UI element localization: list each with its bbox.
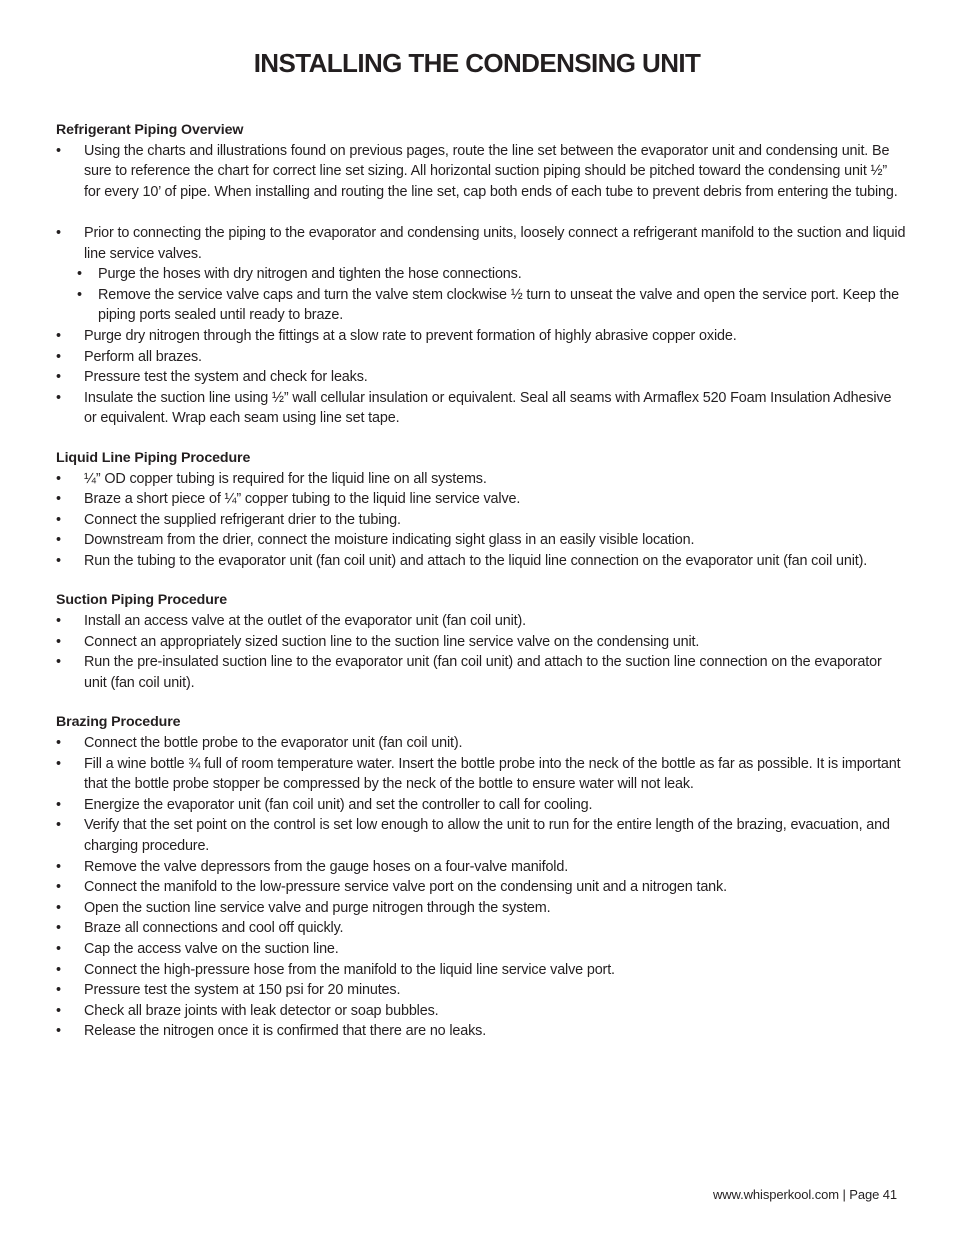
section-liquid-line-piping xyxy=(56,448,906,572)
list-item xyxy=(56,388,906,429)
bullet-icon: • xyxy=(56,224,61,241)
bullet-icon: • xyxy=(56,532,61,549)
list-item xyxy=(56,141,906,203)
bullet-icon: • xyxy=(56,858,61,875)
list-item-text: Pressure test the system and check for leaks. xyxy=(84,369,368,386)
bullet-icon: • xyxy=(56,920,61,937)
bullet-icon: • xyxy=(56,796,61,813)
list-item xyxy=(56,1001,906,1022)
bullet-icon: • xyxy=(56,654,61,671)
bullet-icon: • xyxy=(77,286,82,303)
section-suction-piping xyxy=(56,590,906,693)
list-item-text: Remove the service valve caps and turn the valve stem clockwise ½ turn to unseat the valve and open the service port. Keep the piping ports sealed until ready to braze. xyxy=(98,286,900,324)
list-item-text: Connect the high-pressure hose from the manifold to the liquid line service valve port. xyxy=(84,961,615,978)
bullet-icon: • xyxy=(56,470,61,487)
bullet-list xyxy=(56,733,906,1042)
bullet-icon: • xyxy=(56,613,61,630)
bullet-icon: • xyxy=(56,142,61,159)
section-heading: Refrigerant Piping Overview xyxy=(56,122,244,138)
list-item xyxy=(56,347,906,368)
list-item-text: Remove the valve depressors from the gauge hoses on a four-valve manifold. xyxy=(84,858,569,875)
bullet-icon: • xyxy=(56,755,61,772)
list-item-text: Fill a wine bottle ¾ full of room temperature water. Insert the bottle probe into the neck of the bottle as far as possible. It is important that the bottle probe stopper be compressed by the neck of the bottle to ensure water will not leak. xyxy=(84,755,901,793)
list-item-text: Run the tubing to the evaporator unit (fan coil unit) and attach to the liquid line connection on the evaporator unit (fan coil unit). xyxy=(84,552,868,569)
list-item xyxy=(56,510,906,531)
section-heading: Suction Piping Procedure xyxy=(56,592,228,609)
bullet-icon: • xyxy=(56,940,61,957)
list-item-text: Cap the access valve on the suction line. xyxy=(84,940,339,957)
list-item-text: Braze all connections and cool off quickly. xyxy=(84,920,344,937)
list-item xyxy=(56,632,906,653)
bullet-icon: • xyxy=(56,327,61,344)
page-footer: www.whisperkool.com | Page 41 xyxy=(712,1187,897,1202)
bullet-icon: • xyxy=(56,511,61,528)
bullet-icon: • xyxy=(56,879,61,896)
list-item xyxy=(56,877,906,898)
bullet-icon: • xyxy=(56,369,61,386)
bullet-list xyxy=(56,326,906,429)
bullet-list xyxy=(56,141,906,265)
list-item xyxy=(56,489,906,510)
section-heading: Liquid Line Piping Procedure xyxy=(56,449,251,466)
list-item xyxy=(56,815,906,856)
bullet-icon: • xyxy=(56,348,61,365)
bullet-icon: • xyxy=(56,817,61,834)
list-item xyxy=(56,733,906,754)
list-item-text: Install an access valve at the outlet of the evaporator unit (fan coil unit). xyxy=(84,613,527,630)
list-item xyxy=(56,326,906,347)
bullet-icon: • xyxy=(56,899,61,916)
list-item-text: Check all braze joints with leak detector or soap bubbles. xyxy=(84,1002,439,1019)
bullet-icon: • xyxy=(56,1002,61,1019)
list-item-text: Prior to connecting the piping to the evaporator and condensing units, loosely connect a refrigerant manifold to the suction and liquid line service valves. xyxy=(84,224,906,262)
list-item-text: Connect an appropriately sized suction line to the suction line service valve on the condensing unit. xyxy=(84,633,700,650)
list-item-text: Downstream from the drier, connect the moisture indicating sight glass in an easily visible location. xyxy=(84,532,695,549)
list-item xyxy=(56,960,906,981)
list-item-text: Energize the evaporator unit (fan coil unit) and set the controller to call for cooling. xyxy=(84,796,593,813)
document-body xyxy=(56,120,906,1061)
sub-list-item xyxy=(56,285,906,326)
bullet-icon: • xyxy=(56,552,61,569)
list-item xyxy=(56,551,906,572)
bullet-icon: • xyxy=(56,982,61,999)
bullet-icon: • xyxy=(56,735,61,752)
sub-bullet-list xyxy=(56,264,906,326)
bullet-icon: • xyxy=(56,961,61,978)
list-item xyxy=(56,530,906,551)
section-heading: Brazing Procedure xyxy=(56,714,181,731)
list-item xyxy=(56,898,906,919)
list-item-text: Purge the hoses with dry nitrogen and tighten the hose connections. xyxy=(98,266,522,283)
list-item-text: Insulate the suction line using ½” wall cellular insulation or equivalent. Seal all seams with Armaflex 520 Foam Insulation Adhesive or equivalent. Wrap each seam using line set tape. xyxy=(84,389,892,427)
list-item xyxy=(56,939,906,960)
list-item-text: Braze a short piece of ¼” copper tubing to the liquid line service valve. xyxy=(84,491,521,508)
list-item xyxy=(56,918,906,939)
list-item xyxy=(56,980,906,1001)
list-item-text: Release the nitrogen once it is confirmed that there are no leaks. xyxy=(84,1023,487,1040)
bullet-icon: • xyxy=(56,1023,61,1040)
list-item xyxy=(56,469,906,490)
list-item-text: Run the pre-insulated suction line to the evaporator unit (fan coil unit) and attach to the suction line connection on the evaporator unit (fan coil unit). xyxy=(84,654,882,691)
list-item-text: Open the suction line service valve and purge nitrogen through the system. xyxy=(84,899,551,916)
sub-list-item xyxy=(56,264,906,285)
list-item-text: Connect the bottle probe to the evaporator unit (fan coil unit). xyxy=(84,735,463,752)
bullet-list xyxy=(56,469,906,572)
list-item-text: Verify that the set point on the control is set low enough to allow the unit to run for the entire length of the brazing, evacuation, and charging procedure. xyxy=(84,817,890,854)
list-item-text: Connect the supplied refrigerant drier to the tubing. xyxy=(84,511,401,528)
list-item xyxy=(56,652,906,693)
list-item-text: Connect the manifold to the low-pressure service valve port on the condensing unit and a nitrogen tank. xyxy=(84,879,727,896)
list-item xyxy=(56,367,906,388)
list-item-text: Purge dry nitrogen through the fittings at a slow rate to prevent formation of highly abrasive copper oxide. xyxy=(84,327,737,344)
bullet-icon: • xyxy=(77,266,82,283)
list-item xyxy=(56,1021,906,1042)
bullet-icon: • xyxy=(56,491,61,508)
list-item-text: Using the charts and illustrations found on previous pages, route the line set between the evaporator unit and condensing unit. Be sure to reference the chart for correct line set sizing. All horizontal suction piping should be pitched toward the condensing unit ½” for every 10’ of pipe. When installing and routing the line set, cap both ends of each tube to prevent debris from entering the tubing. xyxy=(84,142,898,200)
bullet-icon: • xyxy=(56,389,61,406)
section-brazing xyxy=(56,712,906,1042)
list-item-text: Pressure test the system at 150 psi for 20 minutes. xyxy=(84,982,401,999)
section-refrigerant-piping xyxy=(56,120,906,429)
page-title: INSTALLING THE CONDENSING UNIT xyxy=(253,48,701,78)
list-item xyxy=(56,795,906,816)
list-item xyxy=(56,857,906,878)
list-item xyxy=(56,223,906,264)
list-item xyxy=(56,754,906,795)
bullet-list xyxy=(56,611,906,693)
list-item-text: ¼” OD copper tubing is required for the liquid line on all systems. xyxy=(84,470,487,487)
list-item-text: Perform all brazes. xyxy=(84,348,202,365)
bullet-icon: • xyxy=(56,633,61,650)
list-item xyxy=(56,611,906,632)
